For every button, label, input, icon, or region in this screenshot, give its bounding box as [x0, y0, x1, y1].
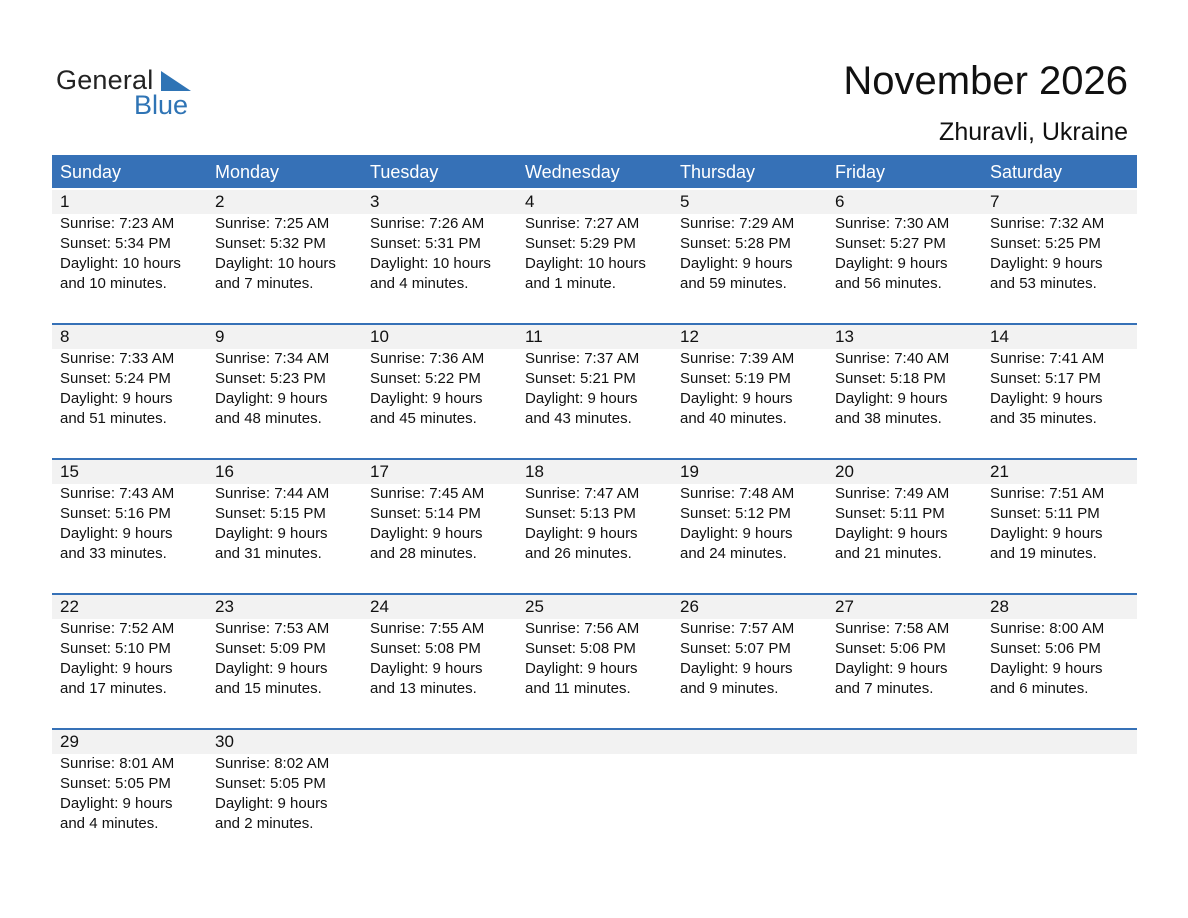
sunrise-time: Sunrise: 7:41 AM [990, 350, 1105, 367]
week-cells [52, 460, 1137, 564]
daylight-hours: Daylight: 9 hours [835, 390, 948, 407]
sunrise-time [835, 754, 982, 774]
daylight-minutes: and 7 minutes. [835, 680, 934, 697]
day-cell [827, 190, 982, 294]
sunset-time: Sunset: 5:06 PM [990, 640, 1101, 657]
daylight-hours: Daylight: 9 hours [680, 525, 793, 542]
day-cell [672, 595, 827, 699]
daylight-minutes: and 33 minutes. [60, 545, 167, 562]
day-number: 8 [60, 327, 70, 346]
sunrise-time: Sunrise: 7:32 AM [990, 215, 1105, 232]
daylight-minutes: and 4 minutes. [370, 275, 469, 292]
daylight-minutes: and 11 minutes. [525, 680, 631, 697]
day-number: 19 [680, 462, 699, 481]
sunrise-time: Sunrise: 7:40 AM [835, 350, 950, 367]
day-number: 22 [60, 597, 79, 616]
sunrise-time: Sunrise: 7:27 AM [525, 215, 640, 232]
sunset-time [680, 774, 827, 794]
daylight-hours: Daylight: 9 hours [990, 255, 1103, 272]
day-cell [362, 730, 517, 834]
day-cell [672, 730, 827, 834]
sunset-time: Sunset: 5:14 PM [370, 505, 481, 522]
calendar-grid [52, 155, 1137, 863]
daylight-minutes [370, 814, 517, 834]
daylight-hours: Daylight: 9 hours [990, 525, 1103, 542]
day-number: 7 [990, 192, 1000, 211]
sunrise-time: Sunrise: 7:52 AM [60, 620, 175, 637]
day-cell [207, 595, 362, 699]
sunset-time: Sunset: 5:11 PM [835, 505, 945, 522]
sunset-time [835, 774, 982, 794]
week-cells [52, 730, 1137, 834]
sunrise-time [680, 754, 827, 774]
day-number: 21 [990, 462, 1009, 481]
sunrise-time: Sunrise: 7:45 AM [370, 485, 485, 502]
sunrise-time: Sunrise: 7:58 AM [835, 620, 950, 637]
week-row [52, 188, 1137, 323]
week-cells [52, 595, 1137, 699]
day-cell [827, 595, 982, 699]
sunrise-time: Sunrise: 7:33 AM [60, 350, 175, 367]
day-number: 29 [60, 732, 79, 751]
sunset-time [370, 774, 517, 794]
day-cell [517, 460, 672, 564]
sunrise-time: Sunrise: 8:02 AM [215, 755, 330, 772]
sunset-time: Sunset: 5:12 PM [680, 505, 791, 522]
sunset-time: Sunset: 5:24 PM [60, 370, 171, 387]
sunset-time: Sunset: 5:05 PM [215, 775, 326, 792]
daylight-minutes: and 51 minutes. [60, 410, 167, 427]
day-cell [827, 730, 982, 834]
daylight-hours: Daylight: 9 hours [370, 660, 483, 677]
day-cell [672, 460, 827, 564]
sunset-time: Sunset: 5:16 PM [60, 505, 171, 522]
sunrise-time [990, 754, 1137, 774]
sunset-time: Sunset: 5:11 PM [990, 505, 1100, 522]
sunset-time: Sunset: 5:10 PM [60, 640, 171, 657]
sunrise-time: Sunrise: 7:47 AM [525, 485, 640, 502]
daylight-minutes: and 35 minutes. [990, 410, 1097, 427]
sunset-time: Sunset: 5:05 PM [60, 775, 171, 792]
daylight-hours: Daylight: 9 hours [835, 525, 948, 542]
sunset-time: Sunset: 5:31 PM [370, 235, 481, 252]
sunrise-time: Sunrise: 7:25 AM [215, 215, 330, 232]
daylight-minutes: and 17 minutes. [60, 680, 167, 697]
day-number: 9 [215, 327, 225, 346]
day-cell [207, 730, 362, 834]
daylight-hours: Daylight: 9 hours [835, 255, 948, 272]
sunrise-time: Sunrise: 7:49 AM [835, 485, 950, 502]
daylight-hours [835, 794, 982, 814]
daylight-minutes [680, 814, 827, 834]
daylight-minutes: and 43 minutes. [525, 410, 632, 427]
sunrise-time: Sunrise: 7:23 AM [60, 215, 175, 232]
day-cell [982, 730, 1137, 834]
day-number: 24 [370, 597, 389, 616]
day-number: 28 [990, 597, 1009, 616]
day-cell [672, 190, 827, 294]
daylight-minutes: and 2 minutes. [215, 815, 314, 832]
daylight-hours: Daylight: 10 hours [60, 255, 181, 272]
calendar-title: November 2026 [843, 59, 1128, 103]
daylight-hours: Daylight: 9 hours [680, 660, 793, 677]
daylight-hours: Daylight: 9 hours [680, 255, 793, 272]
day-number: 20 [835, 462, 854, 481]
daylight-hours: Daylight: 10 hours [370, 255, 491, 272]
day-cell [362, 190, 517, 294]
daylight-hours: Daylight: 9 hours [60, 525, 173, 542]
sunrise-time: Sunrise: 8:01 AM [60, 755, 175, 772]
sunrise-time: Sunrise: 7:26 AM [370, 215, 485, 232]
flag-icon [159, 71, 191, 91]
sunrise-time: Sunrise: 7:37 AM [525, 350, 640, 367]
sunrise-time: Sunrise: 7:29 AM [680, 215, 795, 232]
day-number [680, 730, 827, 754]
daylight-hours: Daylight: 10 hours [525, 255, 646, 272]
day-number: 25 [525, 597, 544, 616]
day-cell [207, 190, 362, 294]
day-number: 12 [680, 327, 699, 346]
daylight-minutes: and 21 minutes. [835, 545, 942, 562]
sunset-time: Sunset: 5:29 PM [525, 235, 636, 252]
daylight-minutes: and 48 minutes. [215, 410, 322, 427]
daylight-minutes: and 38 minutes. [835, 410, 942, 427]
weekday-thursday: Thursday [680, 162, 756, 182]
day-cell [982, 460, 1137, 564]
daylight-minutes: and 53 minutes. [990, 275, 1097, 292]
day-number: 16 [215, 462, 234, 481]
weekday-wednesday: Wednesday [525, 162, 620, 182]
daylight-hours [990, 794, 1137, 814]
day-number: 3 [370, 192, 380, 211]
daylight-hours: Daylight: 9 hours [525, 525, 638, 542]
day-number [835, 730, 982, 754]
brand-name-blue: Blue [134, 90, 189, 120]
day-cell [982, 190, 1137, 294]
daylight-minutes: and 15 minutes. [215, 680, 322, 697]
weekday-saturday: Saturday [990, 162, 1063, 182]
weekday-tuesday: Tuesday [370, 162, 439, 182]
day-number: 27 [835, 597, 854, 616]
sunset-time: Sunset: 5:19 PM [680, 370, 791, 387]
day-cell [672, 325, 827, 429]
daylight-hours: Daylight: 9 hours [215, 390, 328, 407]
day-number: 4 [525, 192, 535, 211]
sunrise-time: Sunrise: 7:36 AM [370, 350, 485, 367]
week-cells [52, 325, 1137, 429]
day-number: 2 [215, 192, 225, 211]
sunrise-time: Sunrise: 7:30 AM [835, 215, 950, 232]
daylight-hours: Daylight: 9 hours [60, 660, 173, 677]
daylight-hours: Daylight: 10 hours [215, 255, 336, 272]
sunset-time: Sunset: 5:32 PM [215, 235, 326, 252]
sunrise-time: Sunrise: 7:57 AM [680, 620, 795, 637]
daylight-hours: Daylight: 9 hours [215, 660, 328, 677]
daylight-minutes: and 1 minute. [525, 275, 616, 292]
day-number: 6 [835, 192, 845, 211]
daylight-minutes: and 10 minutes. [60, 275, 167, 292]
sunset-time: Sunset: 5:08 PM [370, 640, 481, 657]
sunrise-time: Sunrise: 7:34 AM [215, 350, 330, 367]
day-cell [362, 325, 517, 429]
day-cell [362, 595, 517, 699]
day-number: 11 [525, 327, 543, 346]
day-cell [517, 190, 672, 294]
sunset-time: Sunset: 5:18 PM [835, 370, 946, 387]
daylight-hours [370, 794, 517, 814]
day-number: 23 [215, 597, 234, 616]
day-cell [827, 325, 982, 429]
day-cell [517, 595, 672, 699]
daylight-hours: Daylight: 9 hours [370, 525, 483, 542]
sunset-time: Sunset: 5:09 PM [215, 640, 326, 657]
sunset-time: Sunset: 5:34 PM [60, 235, 171, 252]
sunrise-time: Sunrise: 7:55 AM [370, 620, 485, 637]
sunset-time [990, 774, 1137, 794]
daylight-minutes: and 4 minutes. [60, 815, 159, 832]
daylight-hours: Daylight: 9 hours [990, 390, 1103, 407]
sunset-time: Sunset: 5:23 PM [215, 370, 326, 387]
daylight-minutes: and 28 minutes. [370, 545, 477, 562]
day-cell [362, 460, 517, 564]
day-number: 5 [680, 192, 690, 211]
daylight-hours: Daylight: 9 hours [990, 660, 1103, 677]
calendar-location: Zhuravli, Ukraine [939, 118, 1128, 146]
sunrise-time: Sunrise: 7:48 AM [680, 485, 795, 502]
day-cell [982, 325, 1137, 429]
daylight-minutes: and 19 minutes. [990, 545, 1097, 562]
day-number: 10 [370, 327, 389, 346]
day-cell [52, 190, 207, 294]
day-cell [52, 325, 207, 429]
week-cells [52, 190, 1137, 294]
day-cell [52, 595, 207, 699]
day-number [525, 730, 672, 754]
sunset-time [525, 774, 672, 794]
sunrise-time: Sunrise: 7:51 AM [990, 485, 1105, 502]
daylight-minutes: and 45 minutes. [370, 410, 477, 427]
sunrise-time [370, 754, 517, 774]
daylight-minutes: and 31 minutes. [215, 545, 322, 562]
day-number: 26 [680, 597, 699, 616]
day-cell [52, 730, 207, 834]
day-number: 30 [215, 732, 234, 751]
daylight-hours: Daylight: 9 hours [60, 390, 173, 407]
week-row [52, 458, 1137, 593]
week-row [52, 323, 1137, 458]
sunset-time: Sunset: 5:15 PM [215, 505, 326, 522]
sunset-time: Sunset: 5:25 PM [990, 235, 1101, 252]
brand-name-general: General [56, 65, 154, 95]
daylight-minutes: and 6 minutes. [990, 680, 1089, 697]
day-cell [52, 460, 207, 564]
day-number: 1 [60, 192, 70, 211]
day-number: 15 [60, 462, 79, 481]
daylight-hours: Daylight: 9 hours [370, 390, 483, 407]
weekday-sunday: Sunday [60, 162, 122, 182]
day-cell [207, 325, 362, 429]
daylight-hours: Daylight: 9 hours [60, 795, 173, 812]
daylight-hours: Daylight: 9 hours [525, 390, 638, 407]
weekday-friday: Friday [835, 162, 886, 182]
daylight-hours: Daylight: 9 hours [680, 390, 793, 407]
day-cell [827, 460, 982, 564]
daylight-minutes: and 13 minutes. [370, 680, 477, 697]
sunset-time: Sunset: 5:07 PM [680, 640, 791, 657]
daylight-minutes [835, 814, 982, 834]
daylight-minutes [525, 814, 672, 834]
daylight-hours: Daylight: 9 hours [215, 795, 328, 812]
day-number: 18 [525, 462, 544, 481]
day-number: 17 [370, 462, 389, 481]
sunset-time: Sunset: 5:27 PM [835, 235, 946, 252]
weekday-header [52, 155, 1137, 188]
sunset-time: Sunset: 5:17 PM [990, 370, 1101, 387]
day-number [370, 730, 517, 754]
daylight-minutes: and 9 minutes. [680, 680, 779, 697]
sunset-time: Sunset: 5:22 PM [370, 370, 481, 387]
weekday-monday: Monday [215, 162, 280, 182]
daylight-minutes: and 56 minutes. [835, 275, 942, 292]
sunrise-time: Sunrise: 7:43 AM [60, 485, 175, 502]
day-cell [207, 460, 362, 564]
daylight-hours: Daylight: 9 hours [525, 660, 638, 677]
sunset-time: Sunset: 5:06 PM [835, 640, 946, 657]
week-row [52, 728, 1137, 863]
sunset-time: Sunset: 5:13 PM [525, 505, 636, 522]
sunrise-time: Sunrise: 7:39 AM [680, 350, 795, 367]
daylight-minutes: and 40 minutes. [680, 410, 787, 427]
daylight-hours: Daylight: 9 hours [835, 660, 948, 677]
sunrise-time: Sunrise: 7:56 AM [525, 620, 640, 637]
sunrise-time: Sunrise: 8:00 AM [990, 620, 1105, 637]
sunrise-time: Sunrise: 7:44 AM [215, 485, 330, 502]
day-cell [517, 325, 672, 429]
daylight-minutes [990, 814, 1137, 834]
daylight-minutes: and 7 minutes. [215, 275, 314, 292]
sunrise-time [525, 754, 672, 774]
sunrise-time: Sunrise: 7:53 AM [215, 620, 330, 637]
sunset-time: Sunset: 5:21 PM [525, 370, 636, 387]
daylight-minutes: and 24 minutes. [680, 545, 787, 562]
sunset-time: Sunset: 5:08 PM [525, 640, 636, 657]
day-number: 14 [990, 327, 1009, 346]
daylight-hours [680, 794, 827, 814]
daylight-hours: Daylight: 9 hours [215, 525, 328, 542]
week-row [52, 593, 1137, 728]
daylight-hours [525, 794, 672, 814]
day-cell [982, 595, 1137, 699]
weeks-container [52, 188, 1137, 863]
sunset-time: Sunset: 5:28 PM [680, 235, 791, 252]
brand-logo [56, 64, 206, 124]
day-number: 13 [835, 327, 854, 346]
day-number [990, 730, 1137, 754]
day-cell [517, 730, 672, 834]
daylight-minutes: and 59 minutes. [680, 275, 787, 292]
daylight-minutes: and 26 minutes. [525, 545, 632, 562]
